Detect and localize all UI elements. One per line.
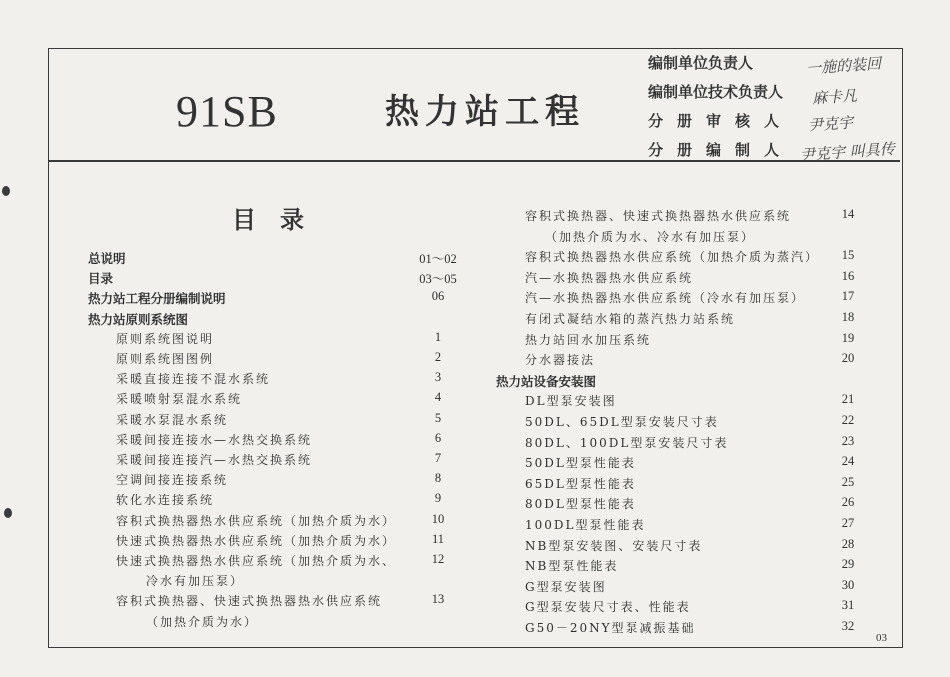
toc-page-number: 17 <box>841 289 855 304</box>
toc-entry-title: 快速式换热器热水供应系统（加热介质为水） <box>116 533 397 548</box>
toc-page-number: 9 <box>434 491 442 506</box>
toc-entry-title: G50－20NY型泵减振基础 <box>525 621 696 635</box>
signature-tech-head: 麻卡凡 <box>811 86 858 108</box>
toc-page-number: 29 <box>841 557 855 572</box>
toc-section-heading: 目录 <box>88 271 114 287</box>
toc-page-number: 28 <box>841 536 855 551</box>
toc-entry-title: 80DL型泵性能表 <box>525 497 636 512</box>
toc-entry-title: 100DL型泵性能表 <box>525 518 646 532</box>
toc-page-number: 14 <box>841 207 855 221</box>
toc-page-number: 20 <box>841 351 855 366</box>
toc-page-number: 13 <box>431 592 445 607</box>
sign-label-tech-head: 编制单位技术负责人 <box>648 83 784 101</box>
toc-page-number: 3 <box>434 370 442 385</box>
toc-page-number: 01～02 <box>419 252 457 266</box>
toc-entry-title: 分水器接法 <box>525 353 596 368</box>
toc-entry-title: 原则系统图说明 <box>116 331 215 346</box>
toc-page-number: 26 <box>841 495 855 510</box>
toc-entry-title: NB型泵安装图、安装尺寸表 <box>525 538 703 553</box>
toc-page-number: 18 <box>841 310 855 324</box>
binding-hole <box>4 508 12 518</box>
toc-section-heading: 热力站工程分册编制说明 <box>88 291 226 307</box>
atlas-title: 热力站工程 <box>385 92 585 132</box>
toc-entry-title: 容积式换热器、快速式换热器热水供应系统 <box>116 594 383 609</box>
toc-page-number: 24 <box>841 454 855 469</box>
toc-page-number: 15 <box>841 248 855 263</box>
toc-entry-title: 快速式换热器热水供应系统（加热介质为水、 <box>116 554 397 568</box>
toc-page-number: 03～05 <box>419 272 457 287</box>
toc-section-heading: 热力站原则系统图 <box>88 311 189 327</box>
toc-title: 目录 <box>232 206 328 234</box>
toc-entry-title: 采暖间接连接水—水热交换系统 <box>116 432 313 447</box>
toc-page-number: 1 <box>434 329 442 344</box>
sign-label-unit-head: 编制单位负责人 <box>648 54 754 72</box>
toc-entry-title: （加热介质为水、冷水有加压泵） <box>545 229 756 244</box>
toc-entry-title: 有闭式凝结水箱的蒸汽热力站系统 <box>525 312 736 326</box>
toc-page-number: 30 <box>841 577 855 592</box>
toc-entry-title: （加热介质为水） <box>146 614 259 629</box>
toc-page-number: 06 <box>431 289 445 304</box>
toc-page-number: 11 <box>431 531 445 546</box>
toc-page-number: 19 <box>841 330 855 345</box>
toc-page-number: 16 <box>841 268 855 283</box>
toc-entry-title: NB型泵性能表 <box>525 559 619 574</box>
toc-page-number: 8 <box>434 471 442 486</box>
toc-entry-title: 50DL、65DL型泵安装尺寸表 <box>525 415 719 429</box>
sign-label-reviewer: 分册审核人 <box>648 112 794 130</box>
sign-label-compiler: 分册编制人 <box>648 141 794 159</box>
toc-entry-title: 采暖直接连接不混水系统 <box>116 372 271 387</box>
toc-page-number: 22 <box>841 413 855 427</box>
toc-page-number: 32 <box>841 619 855 633</box>
toc-entry-title: G型泵安装尺寸表、性能表 <box>525 600 691 615</box>
toc-entry-title: 原则系统图图例 <box>116 352 215 366</box>
atlas-code: 91SB <box>176 87 278 136</box>
toc-page-number: 10 <box>431 511 445 526</box>
toc-page-number: 2 <box>434 350 442 364</box>
toc-entry-title: 采暖水泵混水系统 <box>116 412 229 427</box>
toc-section-heading: 热力站设备安装图 <box>496 373 597 389</box>
toc-entry-title: 容积式换热器热水供应系统（加热介质为水） <box>116 513 397 528</box>
toc-entry-title: 80DL、100DL型泵安装尺寸表 <box>525 435 729 450</box>
toc-section-heading: 总说明 <box>88 251 126 266</box>
toc-entry-title: DL型泵安装图 <box>525 394 617 409</box>
toc-page-number: 4 <box>434 390 442 405</box>
toc-entry-title: 冷水有加压泵） <box>146 574 245 589</box>
toc-entry-title: 汽—水换热器热水供应系统 <box>525 270 694 285</box>
toc-page-number: 31 <box>841 598 855 613</box>
toc-page-number: 7 <box>434 451 442 465</box>
toc-entry-title: 采暖喷射泵混水系统 <box>116 392 243 407</box>
toc-entry-title: 热力站回水加压系统 <box>525 332 652 347</box>
signature-reviewer: 尹克宇 <box>807 113 854 135</box>
toc-entry-title: 空调间接连接系统 <box>116 473 229 488</box>
toc-entry-title: 容积式换热器热水供应系统（加热介质为蒸汽） <box>525 250 820 265</box>
signature-unit-head: 一施的装回 <box>805 54 882 78</box>
toc-entry-title: 汽—水换热器热水供应系统（冷水有加压泵） <box>525 291 806 306</box>
toc-entry-title: 采暖间接连接汽—水热交换系统 <box>116 453 313 467</box>
toc-entry-title: 65DL型泵性能表 <box>525 476 636 491</box>
toc-page-number: 21 <box>841 392 855 407</box>
toc-entry-title: G型泵安装图 <box>525 579 607 594</box>
toc-page-number: 6 <box>434 430 442 445</box>
toc-entry-title: 50DL型泵性能表 <box>525 456 636 471</box>
toc-page-number: 25 <box>841 474 855 489</box>
sheet-number: 03 <box>876 632 887 644</box>
signature-compiler: 尹克宇 叫具传 <box>799 139 896 165</box>
toc-page-number: 27 <box>841 516 855 530</box>
toc-page-number: 5 <box>434 410 442 425</box>
toc-entry-title: 软化水连接系统 <box>116 493 215 508</box>
binding-hole <box>2 186 10 196</box>
toc-entry-title: 容积式换热器、快速式换热器热水供应系统 <box>525 209 792 223</box>
toc-page-number: 12 <box>431 552 445 566</box>
toc-page-number: 23 <box>841 433 855 448</box>
title-block-divider <box>48 160 900 162</box>
